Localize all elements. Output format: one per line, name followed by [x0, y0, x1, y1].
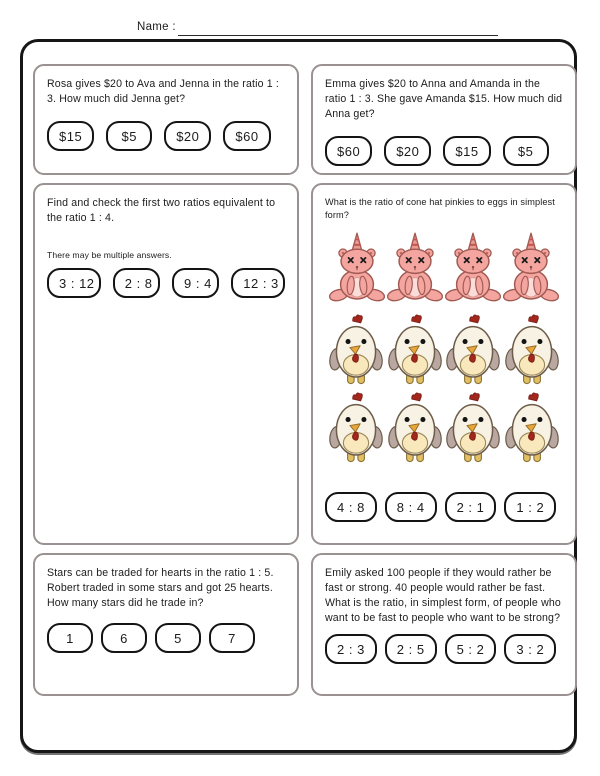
- problem-4-answers: [325, 492, 563, 522]
- answer-pill[interactable]: 5 : 2: [445, 634, 497, 664]
- answer-pill[interactable]: $5: [106, 121, 152, 151]
- answer-pill[interactable]: $15: [47, 121, 94, 151]
- answer-pill[interactable]: 2 : 1: [445, 492, 497, 522]
- problem-2-answers: [325, 136, 563, 166]
- unicorn-cat-icon: [502, 231, 560, 307]
- chicken-row-1: [325, 311, 563, 387]
- egg-chicken-icon: [445, 389, 501, 465]
- answer-pill[interactable]: 1: [47, 623, 93, 653]
- problem-3-answers: [47, 268, 285, 298]
- problem-5-text: Stars can be traded for hearts in the ratio 1 : 5. Robert traded in some stars and got 25 hearts. How many stars did he trade in?: [47, 567, 274, 610]
- problem-2-text: Emma gives $20 to Anna and Amanda in the ratio 1 : 3. She gave Amanda $15. How much did Anna get?: [325, 78, 563, 121]
- egg-chicken-icon: [328, 389, 384, 465]
- answer-pill[interactable]: 2 : 8: [113, 268, 160, 298]
- answer-pill[interactable]: $60: [325, 136, 372, 166]
- problem-3-note: There may be multiple answers.: [47, 250, 172, 261]
- chicken-row-2: [325, 389, 563, 465]
- problem-3-text: Find and check the first two ratios equivalent to the ratio 1 : 4.: [47, 197, 276, 225]
- answer-pill[interactable]: 3 : 2: [504, 634, 556, 664]
- problem-6-text: Emily asked 100 people if they would rather be fast or strong. 40 people would rather be fast. What is the ratio, in simplest form, of people who want to be fast to people who want to be strong?: [325, 567, 561, 625]
- problem-box-6: [311, 553, 577, 696]
- answer-pill[interactable]: 8 : 4: [385, 492, 437, 522]
- problem-box-4: [311, 183, 577, 545]
- answer-pill[interactable]: 2 : 5: [385, 634, 437, 664]
- answer-pill[interactable]: 9 : 4: [172, 268, 219, 298]
- unicorn-cat-icon: [444, 231, 502, 307]
- name-label: Name :: [137, 21, 176, 33]
- answer-pill[interactable]: 7: [209, 623, 255, 653]
- answer-pill[interactable]: 5: [155, 623, 201, 653]
- problem-box-5: [33, 553, 299, 696]
- answer-pill[interactable]: $20: [384, 136, 431, 166]
- problem-6-answers: [325, 634, 563, 664]
- problem-5-answers: [47, 623, 285, 653]
- answer-pill[interactable]: 3 : 12: [47, 268, 101, 298]
- egg-chicken-icon: [387, 389, 443, 465]
- answer-pill[interactable]: 4 : 8: [325, 492, 377, 522]
- unicorn-cat-icon: [328, 231, 386, 307]
- problem-1-answers: [47, 121, 285, 151]
- egg-chicken-icon: [504, 389, 560, 465]
- problem-1-text: Rosa gives $20 to Ava and Jenna in the ratio 1 : 3. How much did Jenna get?: [47, 78, 279, 106]
- name-blank-line[interactable]: [178, 35, 498, 36]
- egg-chicken-icon: [504, 311, 560, 387]
- worksheet-border: [20, 39, 577, 753]
- answer-pill[interactable]: 2 : 3: [325, 634, 377, 664]
- unicorn-cat-icon: [386, 231, 444, 307]
- answer-pill[interactable]: $15: [443, 136, 490, 166]
- egg-chicken-icon: [445, 311, 501, 387]
- answer-pill[interactable]: $60: [223, 121, 270, 151]
- egg-chicken-icon: [328, 311, 384, 387]
- answer-pill[interactable]: 12 : 3: [231, 268, 285, 298]
- answer-pill[interactable]: $5: [503, 136, 549, 166]
- answer-pill[interactable]: 6: [101, 623, 147, 653]
- answer-pill[interactable]: 1 : 2: [504, 492, 556, 522]
- problem-box-1: [33, 64, 299, 175]
- problem-box-2: [311, 64, 577, 175]
- answer-pill[interactable]: $20: [164, 121, 211, 151]
- problem-box-3: [33, 183, 299, 545]
- egg-chicken-icon: [387, 311, 443, 387]
- problem-4-text: What is the ratio of cone hat pinkies to eggs in simplest form?: [325, 197, 555, 221]
- pinkie-row: [325, 231, 563, 307]
